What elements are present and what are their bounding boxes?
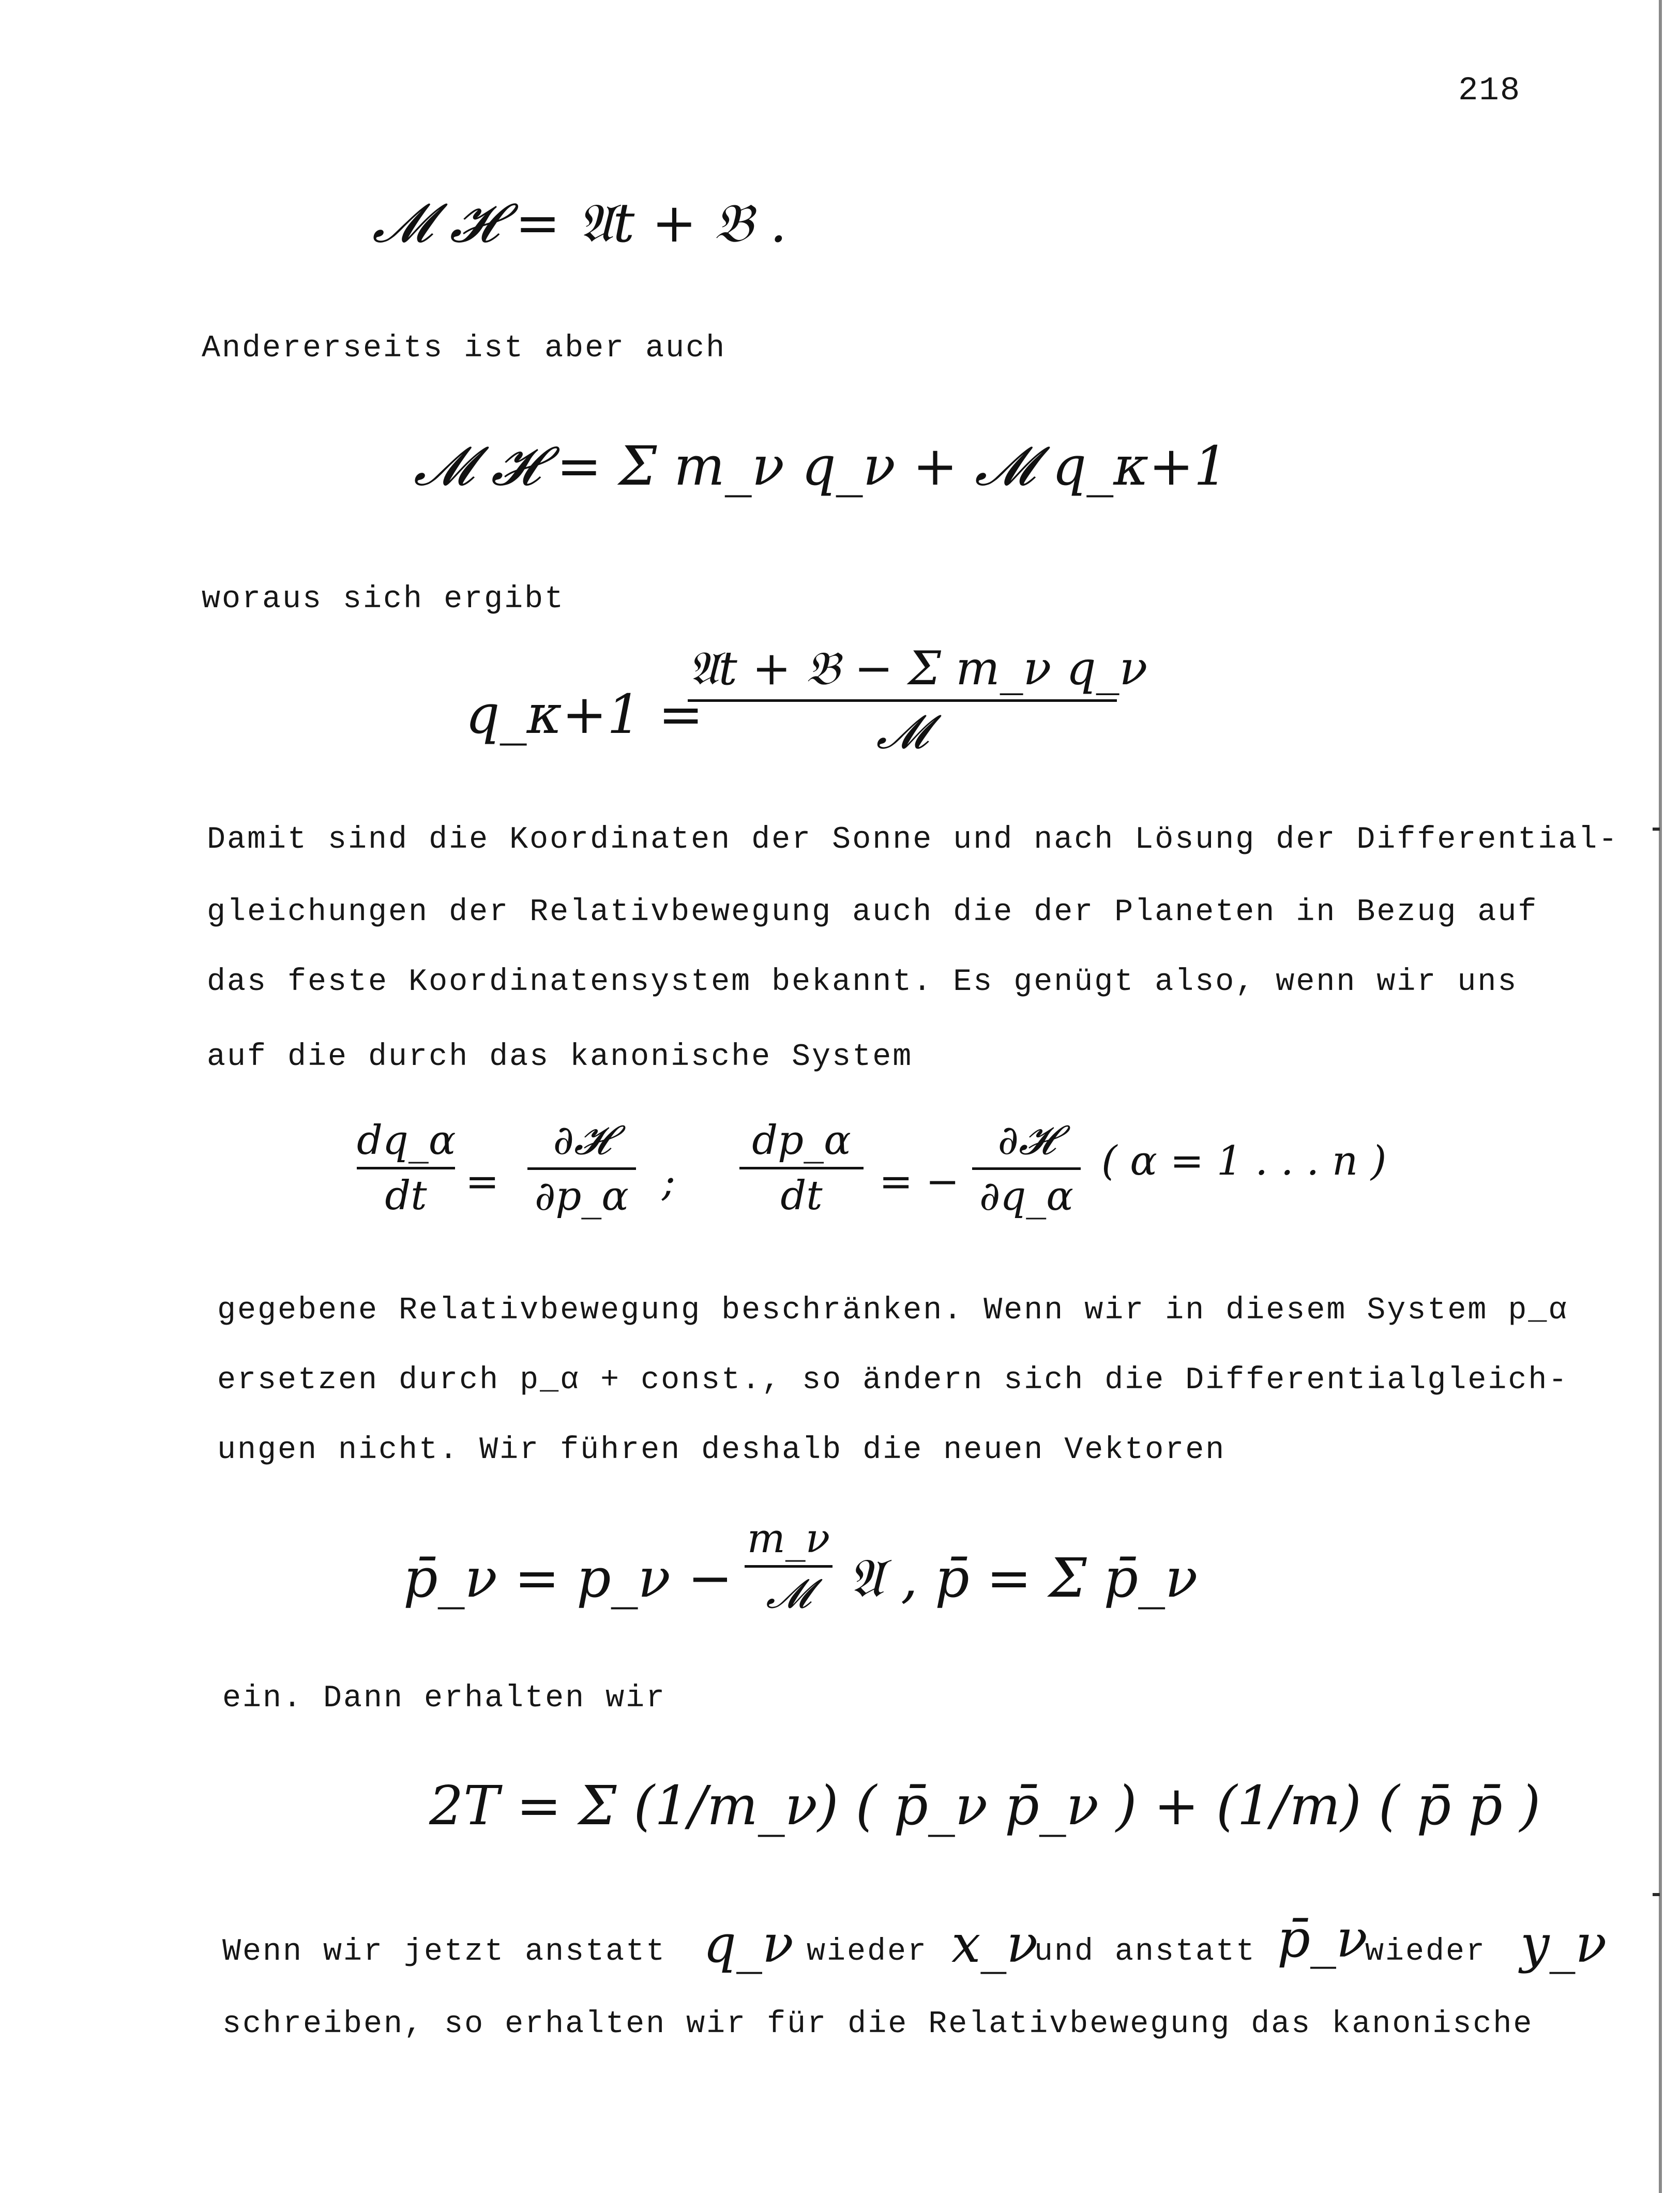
paragraph-3-part: wieder [1365, 1934, 1487, 1970]
inline-symbol: p̄_ν [1277, 1909, 1368, 1969]
equation-2: 𝓜 𝓗 = Σ m_ν q_ν + 𝓜 q_κ+1 [414, 434, 1228, 498]
paragraph-3-part: wieder [807, 1934, 928, 1970]
equation-4-fraction-4 [972, 1117, 1081, 1220]
separator: ; [662, 1159, 676, 1205]
equation-4-fraction-3 [739, 1117, 864, 1219]
fraction-bar [739, 1167, 864, 1169]
paragraph-1-line: gleichungen der Relativbewegung auch die der Planeten in Bezug auf [207, 895, 1538, 930]
equation-6: 2T = Σ (1/m_ν) ( p̄_ν p̄_ν ) + (1/m) ( p̄ p̄ ) [429, 1774, 1541, 1837]
paragraph-1-line: Damit sind die Koordinaten der Sonne und nach Lösung der Differential- [207, 822, 1619, 858]
text-line-3: ein. Dann erhalten wir [222, 1681, 667, 1716]
page-edge-mark [1653, 1893, 1660, 1896]
paragraph-3-part: Wenn wir jetzt anstatt [222, 1934, 667, 1970]
equation-4-fraction-4-den: ∂q_α [979, 1173, 1073, 1220]
equation-4-fraction-3-den: dt [780, 1173, 823, 1219]
equation-4-fraction-3-num: dp_α [752, 1117, 851, 1164]
equation-4-fraction-1 [357, 1117, 455, 1219]
paragraph-2-line: ungen nicht. Wir führen deshalb die neuen Vektoren [217, 1433, 1226, 1468]
equation-4-fraction-2-num: ∂𝓗 [553, 1117, 611, 1164]
fraction-bar [527, 1167, 636, 1170]
page-edge-shadow [1659, 0, 1662, 2193]
paragraph-3-line: schreiben, so erhalten wir für die Relativbewegung das kanonische [222, 2007, 1534, 2042]
fraction-bar [972, 1167, 1081, 1170]
text-line-2: woraus sich ergibt [202, 582, 565, 617]
paragraph-3-part: und anstatt [1034, 1934, 1257, 1970]
equation-5-fraction [745, 1515, 833, 1618]
paragraph-2-line: gegebene Relativbewegung beschränken. Wenn wir in diesem System p_α [217, 1293, 1569, 1328]
paragraph-1-line: auf die durch das kanonische System [207, 1040, 913, 1075]
equation-4-fraction-1-num: dq_α [357, 1117, 456, 1164]
fraction-bar [357, 1167, 455, 1169]
paragraph-2-line: ersetzen durch p_α + const., so ändern sich die Differentialgleich- [217, 1363, 1569, 1398]
equation-5-lhs: p̄_ν = p_ν − [403, 1546, 733, 1610]
equation-4-fraction-2-den: ∂p_α [535, 1173, 629, 1220]
inline-symbol: x_ν [951, 1914, 1038, 1974]
equation-4-fraction-2 [527, 1117, 636, 1220]
equation-1: 𝓜 𝓗 = 𝔄t + 𝔅 . [372, 191, 787, 254]
equation-5-fraction-den: 𝓜 [766, 1571, 811, 1617]
equation-5-rhs: 𝔄 , p̄ = Σ p̄_ν [848, 1546, 1198, 1610]
page-number: 218 [1458, 72, 1521, 110]
fraction-bar [688, 699, 1117, 702]
equation-4-fraction-4-num: ∂𝓗 [997, 1117, 1055, 1164]
equation-3-denominator: 𝓜 [876, 705, 929, 759]
equation-3-lhs: q_κ+1 = [465, 683, 704, 746]
page-edge-mark [1653, 828, 1660, 831]
inline-symbol: y_ν [1520, 1914, 1607, 1974]
equation-5-fraction-num: m_ν [747, 1515, 830, 1562]
text-line-1: Andererseits ist aber auch [202, 331, 727, 366]
equation-4-fraction-1-den: dt [385, 1173, 427, 1219]
equation-3-numerator: 𝔄t + 𝔅 − Σ m_ν q_ν [688, 641, 1148, 696]
inline-symbol: q_ν [703, 1914, 794, 1974]
equals-sign: = [465, 1159, 500, 1205]
paragraph-1-line: das feste Koordinatensystem bekannt. Es genügt also, wenn wir uns [207, 965, 1518, 1000]
equals-minus-sign: = − [879, 1159, 960, 1205]
equation-4-range: ( α = 1 . . . n ) [1101, 1138, 1387, 1184]
fraction-bar [745, 1565, 833, 1568]
equation-3-fraction [688, 641, 1148, 760]
